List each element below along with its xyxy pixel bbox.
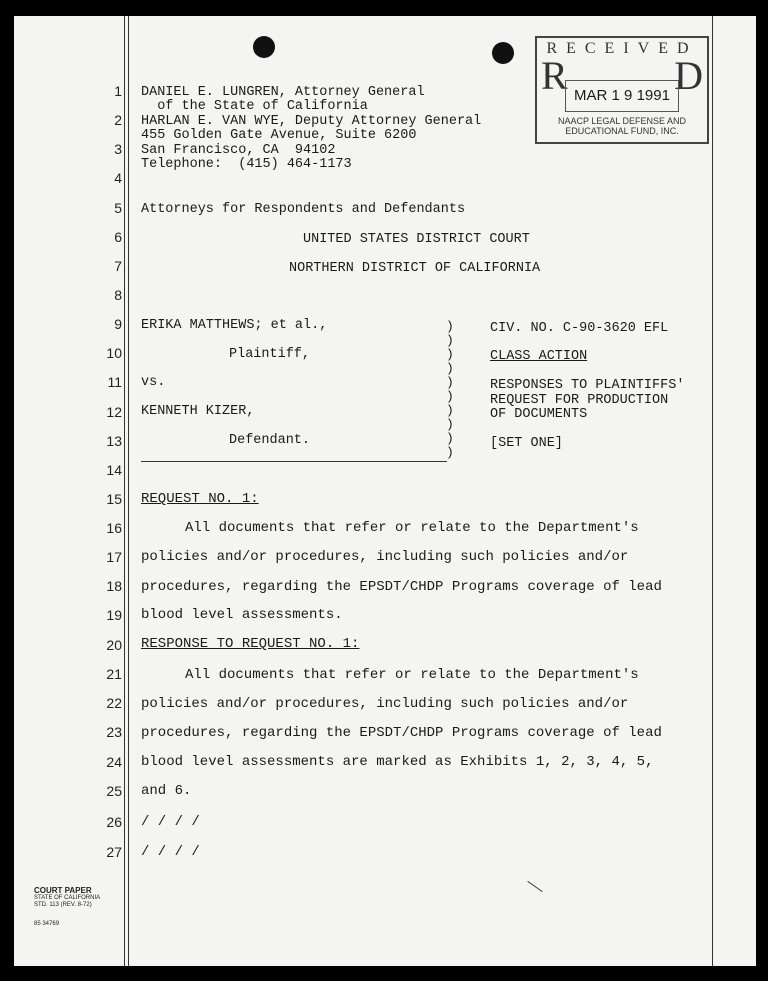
city-line: San Francisco, CA 94102 — [141, 143, 336, 158]
line-number: 5 — [114, 200, 122, 216]
attorneys-for-line: Attorneys for Respondents and Defendants — [141, 202, 466, 217]
state-label: STATE OF CALIFORNIA — [34, 895, 101, 901]
punch-hole-left — [253, 36, 275, 58]
class-action-label: CLASS ACTION — [490, 349, 588, 364]
line-number: 1 — [114, 83, 122, 99]
response-text-line: procedures, regarding the EPSDT/CHDP Programs coverage of lead — [141, 725, 662, 741]
caption-underline — [141, 461, 447, 462]
response-text-line: All documents that refer or relate to the Department's — [185, 667, 639, 683]
request-text-line: policies and/or procedures, including such policies and/or — [141, 549, 629, 565]
line-number: 27 — [106, 844, 122, 860]
line-number: 10 — [106, 345, 122, 361]
line-number: 13 — [106, 433, 122, 449]
line-number: 16 — [106, 520, 122, 536]
line-number: 7 — [114, 258, 122, 274]
request-heading: REQUEST NO. 1: — [141, 491, 259, 507]
line-number: 26 — [106, 814, 122, 830]
stamp-received-text: RECEIVED — [546, 40, 698, 57]
set-label: [SET ONE] — [490, 436, 563, 451]
request-text-line: All documents that refer or relate to the Department's — [185, 520, 639, 536]
court-paper-page — [14, 16, 756, 966]
left-margin-rule-inner — [128, 16, 129, 966]
court-name: UNITED STATES DISTRICT COURT — [303, 232, 530, 247]
plaintiff-party: ERIKA MATTHEWS; et al., — [141, 318, 328, 333]
response-text-line: policies and/or procedures, including such policies and/or — [141, 696, 629, 712]
response-text-line: blood level assessments are marked as Exhibits 1, 2, 3, 4, 5, — [141, 754, 654, 770]
defendant-party: KENNETH KIZER, — [141, 404, 255, 419]
line-number: 14 — [106, 462, 122, 478]
punch-hole-right — [492, 42, 514, 64]
case-number: CIV. NO. C-90-3620 EFL — [490, 321, 669, 336]
line-number: 8 — [114, 287, 122, 303]
line-number: 11 — [107, 374, 122, 390]
line-number: 4 — [114, 170, 122, 186]
received-stamp — [535, 36, 709, 144]
stamp-d-glyph: D — [674, 53, 703, 98]
document-title-1: RESPONSES TO PLAINTIFFS' — [490, 378, 685, 393]
line-number: 18 — [106, 578, 122, 594]
continuation-slashes: / / / / — [141, 814, 200, 830]
line-number: 23 — [106, 724, 122, 740]
versus: vs. — [141, 375, 166, 390]
line-number: 20 — [106, 637, 122, 653]
line-number: 12 — [106, 404, 122, 420]
printing-number: 85 34769 — [34, 921, 60, 927]
line-number: 9 — [114, 316, 122, 332]
stamp-r-glyph: R — [541, 53, 568, 98]
stamp-organization: NAACP LEGAL DEFENSE AND EDUCATIONAL FUND, INC. — [557, 116, 687, 136]
state-line: of the State of California — [141, 99, 368, 114]
line-number: 15 — [106, 491, 122, 507]
district-name: NORTHERN DISTRICT OF CALIFORNIA — [289, 261, 541, 276]
left-margin-rule — [124, 16, 125, 966]
line-number: 3 — [114, 141, 122, 157]
line-number: 22 — [106, 695, 122, 711]
court-paper-label: COURT PAPER — [34, 886, 92, 895]
response-heading: RESPONSE TO REQUEST NO. 1: — [141, 636, 360, 652]
document-title-2: REQUEST FOR PRODUCTION — [490, 393, 669, 408]
request-text-line: blood level assessments. — [141, 607, 343, 623]
stamp-date: MAR 1 9 1991 — [565, 80, 679, 112]
address-line: 455 Golden Gate Avenue, Suite 6200 — [141, 128, 417, 143]
line-number: 24 — [106, 754, 122, 770]
line-number: 17 — [106, 549, 122, 565]
line-number: 2 — [114, 112, 122, 128]
line-number: 25 — [106, 783, 122, 799]
document-title-3: OF DOCUMENTS — [490, 407, 588, 422]
line-number: 19 — [106, 607, 122, 623]
right-margin-rule — [712, 16, 713, 966]
response-text-line: and 6. — [141, 783, 192, 799]
telephone-line: Telephone: (415) 464-1173 — [141, 157, 352, 172]
defendant-role: Defendant. — [229, 433, 311, 448]
line-number: 6 — [114, 229, 122, 245]
line-number: 21 — [106, 666, 122, 682]
request-text-line: procedures, regarding the EPSDT/CHDP Programs coverage of lead — [141, 579, 662, 595]
attorney-general-line: DANIEL E. LUNGREN, Attorney General — [141, 85, 425, 100]
form-number-label: STD. 113 (REV. 8-72) — [34, 902, 92, 908]
continuation-slashes: / / / / — [141, 844, 200, 860]
plaintiff-role: Plaintiff, — [229, 347, 311, 362]
deputy-ag-line: HARLAN E. VAN WYE, Deputy Attorney General — [141, 114, 482, 129]
